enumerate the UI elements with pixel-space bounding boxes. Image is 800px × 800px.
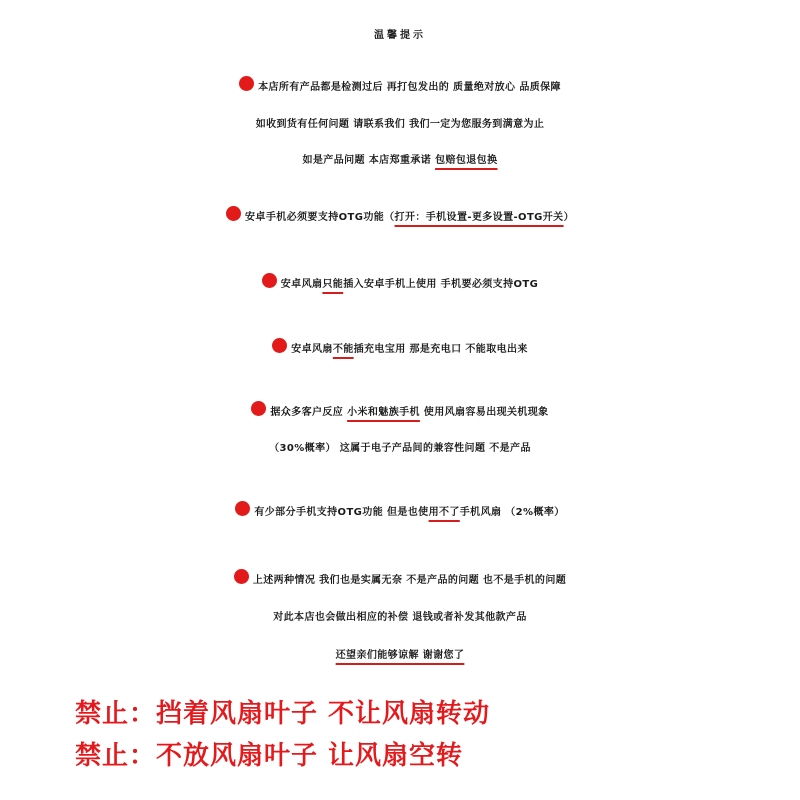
bullet-dot-icon [235, 501, 250, 516]
thanks-highlight: 还望亲们能够谅解 谢谢您了 [335, 650, 465, 661]
brands-highlight: 小米和魅族手机 [347, 407, 420, 418]
bullet-dot-icon [262, 273, 277, 288]
notice-text: ） [563, 212, 574, 223]
warning-block-blades: 禁止：挡着风扇叶子 不让风扇转动 [75, 699, 491, 729]
guarantee-highlight: 包赔包退包换 [435, 155, 498, 166]
cannot-highlight: 不能 [332, 344, 354, 355]
bullet-dot-icon [234, 569, 249, 584]
notice-text: 如是产品问题 本店郑重承诺 [302, 155, 436, 166]
partial-support-line [0, 499, 800, 527]
phone-only-line [0, 271, 800, 299]
notice-contact-line: 如收到货有任何问题 请联系我们 我们一定为您服务到满意为止 [255, 119, 545, 130]
bullet-dot-icon [239, 76, 254, 91]
bullet-dot-icon [251, 401, 266, 416]
page-title: 温馨提示 [374, 30, 426, 41]
thanks-line [0, 642, 800, 670]
situations-line [0, 567, 800, 595]
notice-text: 使用风扇容易出现关机现象 [419, 407, 549, 418]
otg-settings-path: 打开：手机设置-更多设置-OTG开关 [394, 212, 564, 223]
notice-text: 安卓风扇 [291, 344, 333, 355]
compatibility-line: （30%概率） 这属于电子产品间的兼容性问题 不是产品 [269, 443, 531, 454]
unusable-highlight: 用不了 [428, 507, 460, 518]
notice-text: 本店所有产品都是检测过后 再打包发出的 质量绝对放心 品质保障 [258, 82, 561, 93]
notice-text: 安卓手机必须要支持OTG功能（ [245, 212, 395, 223]
no-powerbank-line [0, 336, 800, 364]
only-highlight: 只能 [322, 279, 344, 290]
bullet-dot-icon [226, 206, 241, 221]
warning-no-blades: 禁止：不放风扇叶子 让风扇空转 [75, 741, 464, 771]
customer-feedback-line [0, 399, 800, 427]
notice-quality-line [0, 74, 800, 102]
notice-text: 安卓风扇 [280, 279, 323, 290]
notice-text: 有少部分手机支持OTG功能 但是也使 [254, 507, 429, 518]
compensation-line: 对此本店也会做出相应的补偿 退钱或者补发其他款产品 [273, 612, 527, 623]
bullet-dot-icon [272, 338, 287, 353]
otg-requirement-line [0, 204, 800, 232]
notice-guarantee-line [0, 147, 800, 175]
notice-text: 据众多客户反应 [270, 407, 348, 418]
notice-text: 手机风扇 （2%概率） [459, 507, 565, 518]
notice-text: 上述两种情况 我们也是实属无奈 不是产品的问题 也不是手机的问题 [252, 575, 567, 586]
notice-text: 插入安卓手机上使用 手机要必须支持OTG [343, 279, 539, 290]
notice-text: 插充电宝用 那是充电口 不能取电出来 [353, 344, 528, 355]
